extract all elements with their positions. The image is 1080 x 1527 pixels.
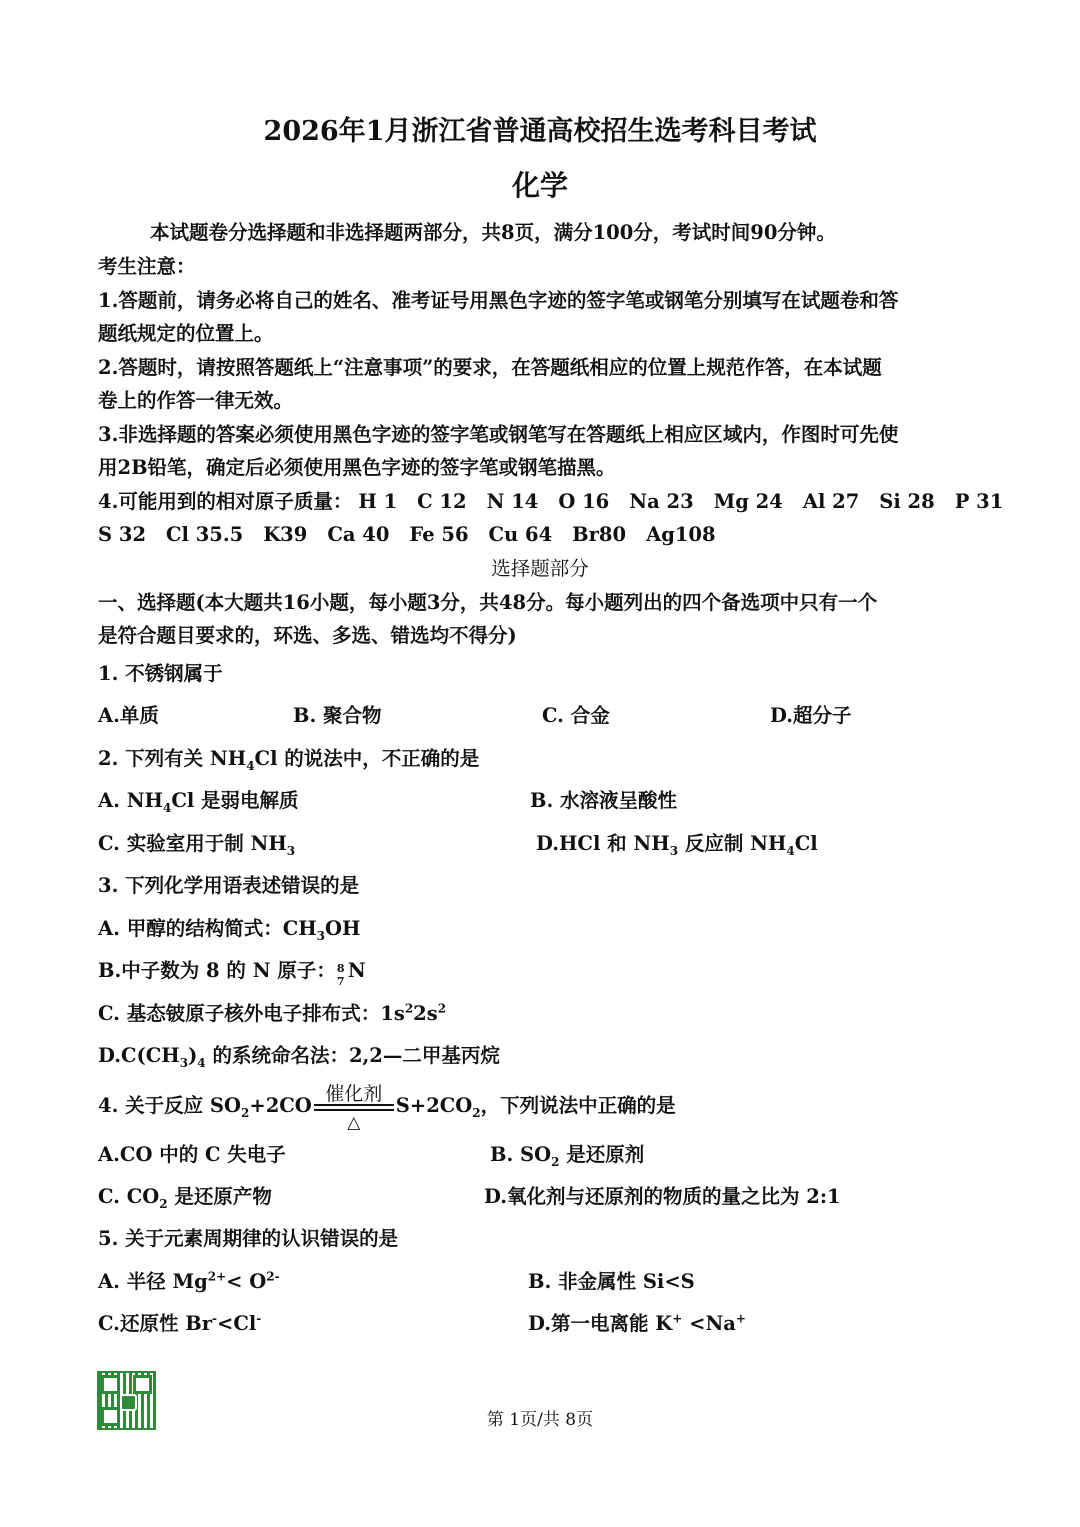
question-1-option-b: B. 聚合物: [293, 704, 382, 727]
question-3-option-c: C. 基态铍原子核外电子排布式：$1s^22s^2$: [98, 1001, 447, 1025]
atomic-mass-item: N 14: [486, 490, 539, 513]
exam-title: 2026年1月浙江省普通高校招生选考科目考试: [263, 116, 817, 147]
atomic-mass-line-2: [98, 520, 736, 550]
question-1-stem: 1. 不锈钢属于: [98, 662, 223, 685]
atomic-mass-item: H 1: [358, 490, 398, 513]
reaction-condition-arrow: 催化剂 △: [312, 1091, 396, 1121]
question-2-option-d: D.HCl 和 $NH_3$ 反应制 $NH_4Cl$: [536, 832, 818, 858]
atomic-mass-label: 4.可能用到的相对原子质量：: [98, 490, 353, 513]
notice-item-3-line-1: 3.非选择题的答案必须使用黑色字迹的签字笔或钢笔写在答题纸上相应区域内，作图时可先使: [98, 423, 899, 446]
part-instructions-line-2: 是符合题目要求的，环选、多选、错选均不得分): [98, 624, 517, 647]
atomic-mass-item: Al 27: [802, 490, 860, 513]
atomic-mass-item: Fe 56: [409, 523, 469, 546]
question-1-option-c: C. 合金: [542, 704, 610, 727]
atomic-mass-item: S 32: [98, 523, 147, 546]
question-4-option-d: D.氧化剂与还原剂的物质的量之比为 2:1: [484, 1185, 841, 1208]
question-5-option-b: B. 非金属性 Si<S: [528, 1270, 695, 1293]
notice-item-2-line-1: 2.答题时，请按照答题纸上“注意事项”的要求，在答题纸相应的位置上规范作答，在本试题: [98, 356, 882, 379]
atomic-mass-item: C 12: [417, 490, 467, 513]
atomic-mass-item: Si 28: [879, 490, 935, 513]
question-3-option-b: B.中子数为 8 的 N 原子： 8 7 N: [98, 959, 366, 988]
notice-item-1-line-1: 1.答题前，请务必将自己的姓名、准考证号用黑色字迹的签字笔或钢笔分别填写在试题卷和答: [98, 289, 899, 312]
question-4-option-a: A.CO 中的 C 失电子: [98, 1143, 286, 1166]
atomic-mass-item: Ag108: [646, 523, 716, 546]
question-2-option-b: B. 水溶液呈酸性: [530, 789, 678, 812]
intro-text: 本试题卷分选择题和非选择题两部分，共8页，满分100分，考试时间90分钟。: [150, 221, 836, 244]
question-5-stem: 5. 关于元素周期律的认识错误的是: [98, 1227, 399, 1250]
question-3-stem: 3. 下列化学用语表述错误的是: [98, 874, 360, 897]
atomic-mass-item: Cu 64: [488, 523, 553, 546]
atomic-mass-item: Na 23: [629, 490, 694, 513]
question-2-option-a: A. $NH_4Cl$ 是弱电解质: [98, 789, 299, 815]
question-5-option-d: D.第一电离能 K+ <Na+: [528, 1311, 746, 1335]
part-instructions-line-1: 一、选择题(本大题共16小题，每小题3分，共48分。每小题列出的四个备选项中只有一个: [98, 591, 878, 614]
section-heading: 选择题部分: [491, 557, 589, 580]
atomic-mass-item: Br80: [572, 523, 627, 546]
question-1-option-d: D.超分子: [770, 704, 852, 727]
subject-title: 化学: [511, 169, 568, 202]
notice-heading: 考生注意：: [98, 255, 196, 278]
atomic-mass-item: P 31: [954, 490, 1004, 513]
question-3-option-a: A. 甲醇的结构简式：$CH_3OH$: [98, 917, 361, 943]
question-2-stem: 2. 下列有关 $NH_4Cl$ 的说法中，不正确的是: [98, 747, 480, 773]
question-4-option-c: C. $CO_2$ 是还原产物: [98, 1185, 272, 1211]
atomic-mass-line-1: [98, 487, 1023, 517]
question-4-option-b: B. $SO_2$ 是还原剂: [490, 1143, 645, 1169]
question-5-option-c: C.还原性 Br-<Cl-: [98, 1311, 262, 1335]
question-2-option-c: C. 实验室用于制 $NH_3$: [98, 832, 296, 858]
atomic-mass-item: O 16: [558, 490, 610, 513]
question-3-option-d: $D.C(CH_3)_4$ 的系统命名法：2,2—二甲基丙烷: [98, 1044, 500, 1070]
notice-item-3-line-2: 用2B铅笔，确定后必须使用黑色字迹的签字笔或钢笔描黑。: [98, 456, 616, 479]
question-1-option-a: A.单质: [98, 704, 159, 727]
atomic-mass-item: Ca 40: [327, 523, 390, 546]
question-4-stem: 4. 关于反应 $SO_2+2CO$ 催化剂 △ $S+2CO_2$，下列说法中正确的是: [98, 1083, 676, 1133]
notice-item-1-line-2: 题纸规定的位置上。: [98, 322, 274, 345]
page-number: 第 1页/共 8页: [486, 1410, 594, 1430]
atomic-mass-item: Mg 24: [713, 490, 783, 513]
atomic-mass-item: Cl 35.5: [166, 523, 244, 546]
nuclide-notation: 8 7: [336, 962, 345, 988]
question-5-option-a: A. 半径 $Mg^{2+}< O^{2-}$: [98, 1269, 280, 1293]
atomic-mass-item: K39: [263, 523, 308, 546]
notice-item-2-line-2: 卷上的作答一律无效。: [98, 389, 294, 412]
